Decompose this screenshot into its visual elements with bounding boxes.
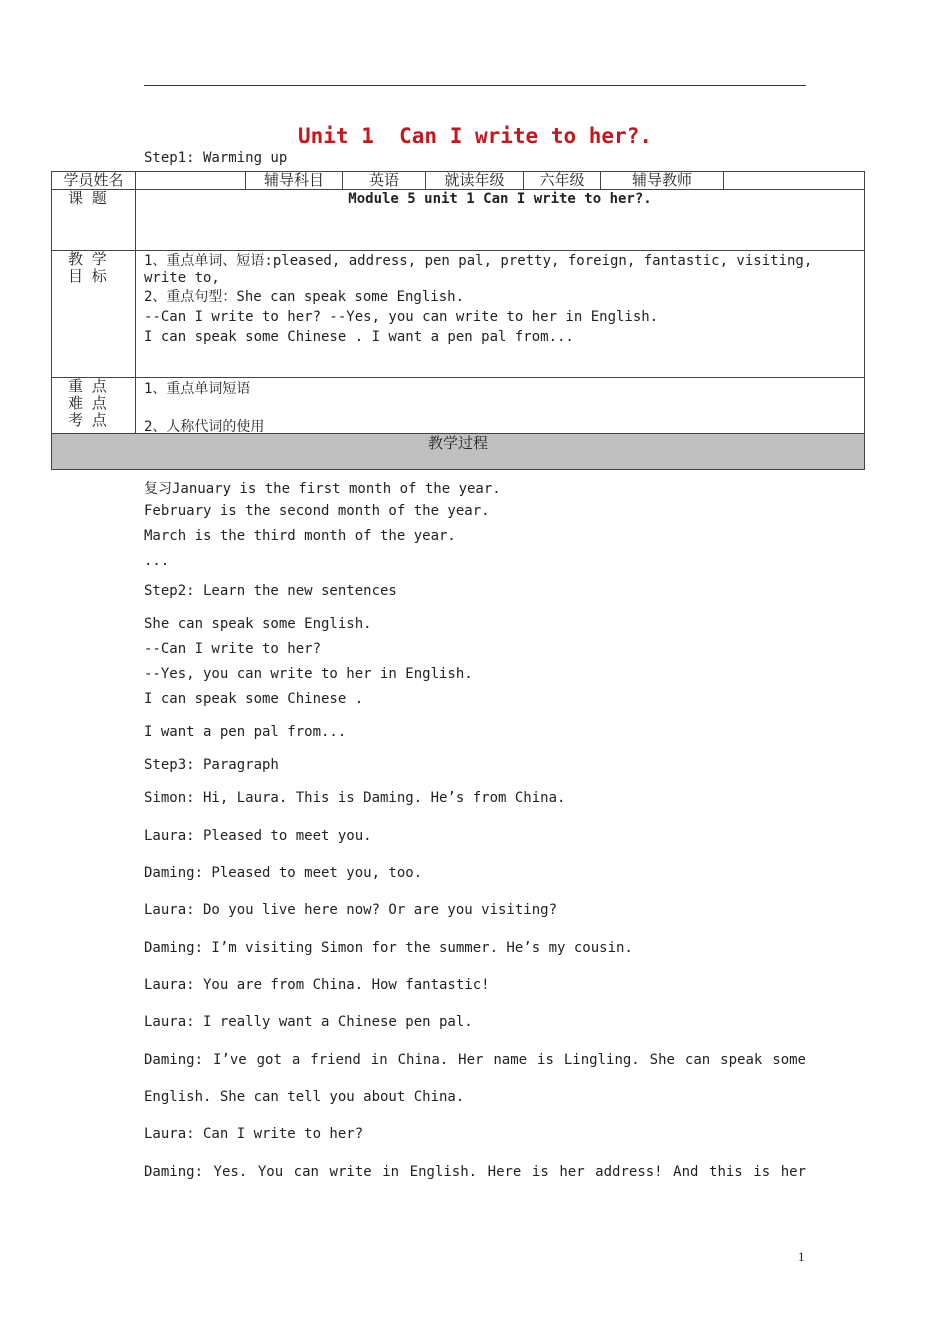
topic-label: 课 题 — [52, 190, 136, 251]
goals-label-line: 目 标 — [68, 267, 109, 285]
goals-row — [52, 251, 865, 378]
goals-label-line: 教 学 — [68, 250, 109, 268]
dialogue-line: Laura: Do you live here now? Or are you visiting? — [144, 902, 558, 918]
body-line: ... — [144, 553, 170, 569]
key-points-row — [52, 378, 865, 434]
dialogue-line: Daming: Yes. You can write in English. Here is her address! And this is her — [144, 1164, 806, 1180]
body-line: 复习January is the first month of the year. — [144, 481, 501, 497]
body-line: March is the third month of the year. — [144, 528, 456, 544]
body-line: I can speak some Chinese . — [144, 691, 364, 707]
step3-heading: Step3: Paragraph — [144, 757, 279, 773]
dialogue-line: Daming: I’m visiting Simon for the summer. He’s my cousin. — [144, 940, 633, 956]
key-label — [52, 378, 136, 434]
header-cell: 六年级 — [524, 172, 601, 190]
header-cell: 学员姓名 — [52, 172, 136, 190]
body-line: --Can I write to her? — [144, 641, 322, 657]
key-point: 2、人称代词的使用 — [144, 419, 265, 435]
header-cell — [724, 172, 865, 190]
header-cell: 英语 — [343, 172, 426, 190]
goals-content — [136, 251, 865, 378]
lesson-info-table — [51, 171, 865, 470]
goals-label — [52, 251, 136, 378]
header-cell: 辅导教师 — [601, 172, 724, 190]
header-rule — [144, 85, 806, 86]
body-line: I want a pen pal from... — [144, 724, 347, 740]
key-label-line: 考 点 — [68, 411, 109, 429]
key-label-line: 重 点 — [68, 377, 109, 395]
header-cell — [136, 172, 246, 190]
table-header-row — [52, 172, 865, 190]
dialogue-line: Laura: I really want a Chinese pen pal. — [144, 1014, 473, 1030]
dialogue-line: Laura: Pleased to meet you. — [144, 828, 372, 844]
goal-line: 2、重点句型：She can speak some English. — [144, 289, 465, 305]
body-line: She can speak some English. — [144, 616, 372, 632]
goal-line: 1、重点单词、短语:pleased, address, pen pal, pretty, foreign, fantastic, visiting, — [144, 253, 813, 269]
page-number: 1 — [798, 1249, 805, 1264]
body-line: February is the second month of the year. — [144, 503, 490, 519]
dialogue-line: Daming: I’ve got a friend in China. Her name is Lingling. She can speak some — [144, 1052, 806, 1068]
key-label-line: 难 点 — [68, 394, 109, 412]
step1-heading: Step1: Warming up — [144, 150, 288, 166]
dialogue-line: Daming: Pleased to meet you, too. — [144, 865, 423, 881]
dialogue-line: Laura: Can I write to her? — [144, 1126, 364, 1142]
key-point: 1、重点单词短语 — [144, 381, 251, 397]
process-row — [52, 434, 865, 470]
dialogue-line: Laura: You are from China. How fantastic! — [144, 977, 490, 993]
topic-row — [52, 190, 865, 251]
goal-line: I can speak some Chinese . I want a pen pal from... — [144, 329, 574, 345]
header-cell: 辅导科目 — [246, 172, 343, 190]
key-points-content — [136, 378, 865, 434]
dialogue-line: English. She can tell you about China. — [144, 1089, 465, 1105]
header-cell: 就读年级 — [426, 172, 524, 190]
dialogue-line: Simon: Hi, Laura. This is Daming. He’s from China. — [144, 790, 566, 806]
topic-value: Module 5 unit 1 Can I write to her?. — [136, 190, 865, 251]
body-line: --Yes, you can write to her in English. — [144, 666, 473, 682]
document-title: Unit 1 Can I write to her?. — [297, 124, 652, 148]
goal-line: write to, — [144, 270, 220, 286]
step2-heading: Step2: Learn the new sentences — [144, 583, 397, 599]
goal-line: --Can I write to her? --Yes, you can write to her in English. — [144, 309, 659, 325]
process-heading: 教学过程 — [52, 434, 865, 470]
